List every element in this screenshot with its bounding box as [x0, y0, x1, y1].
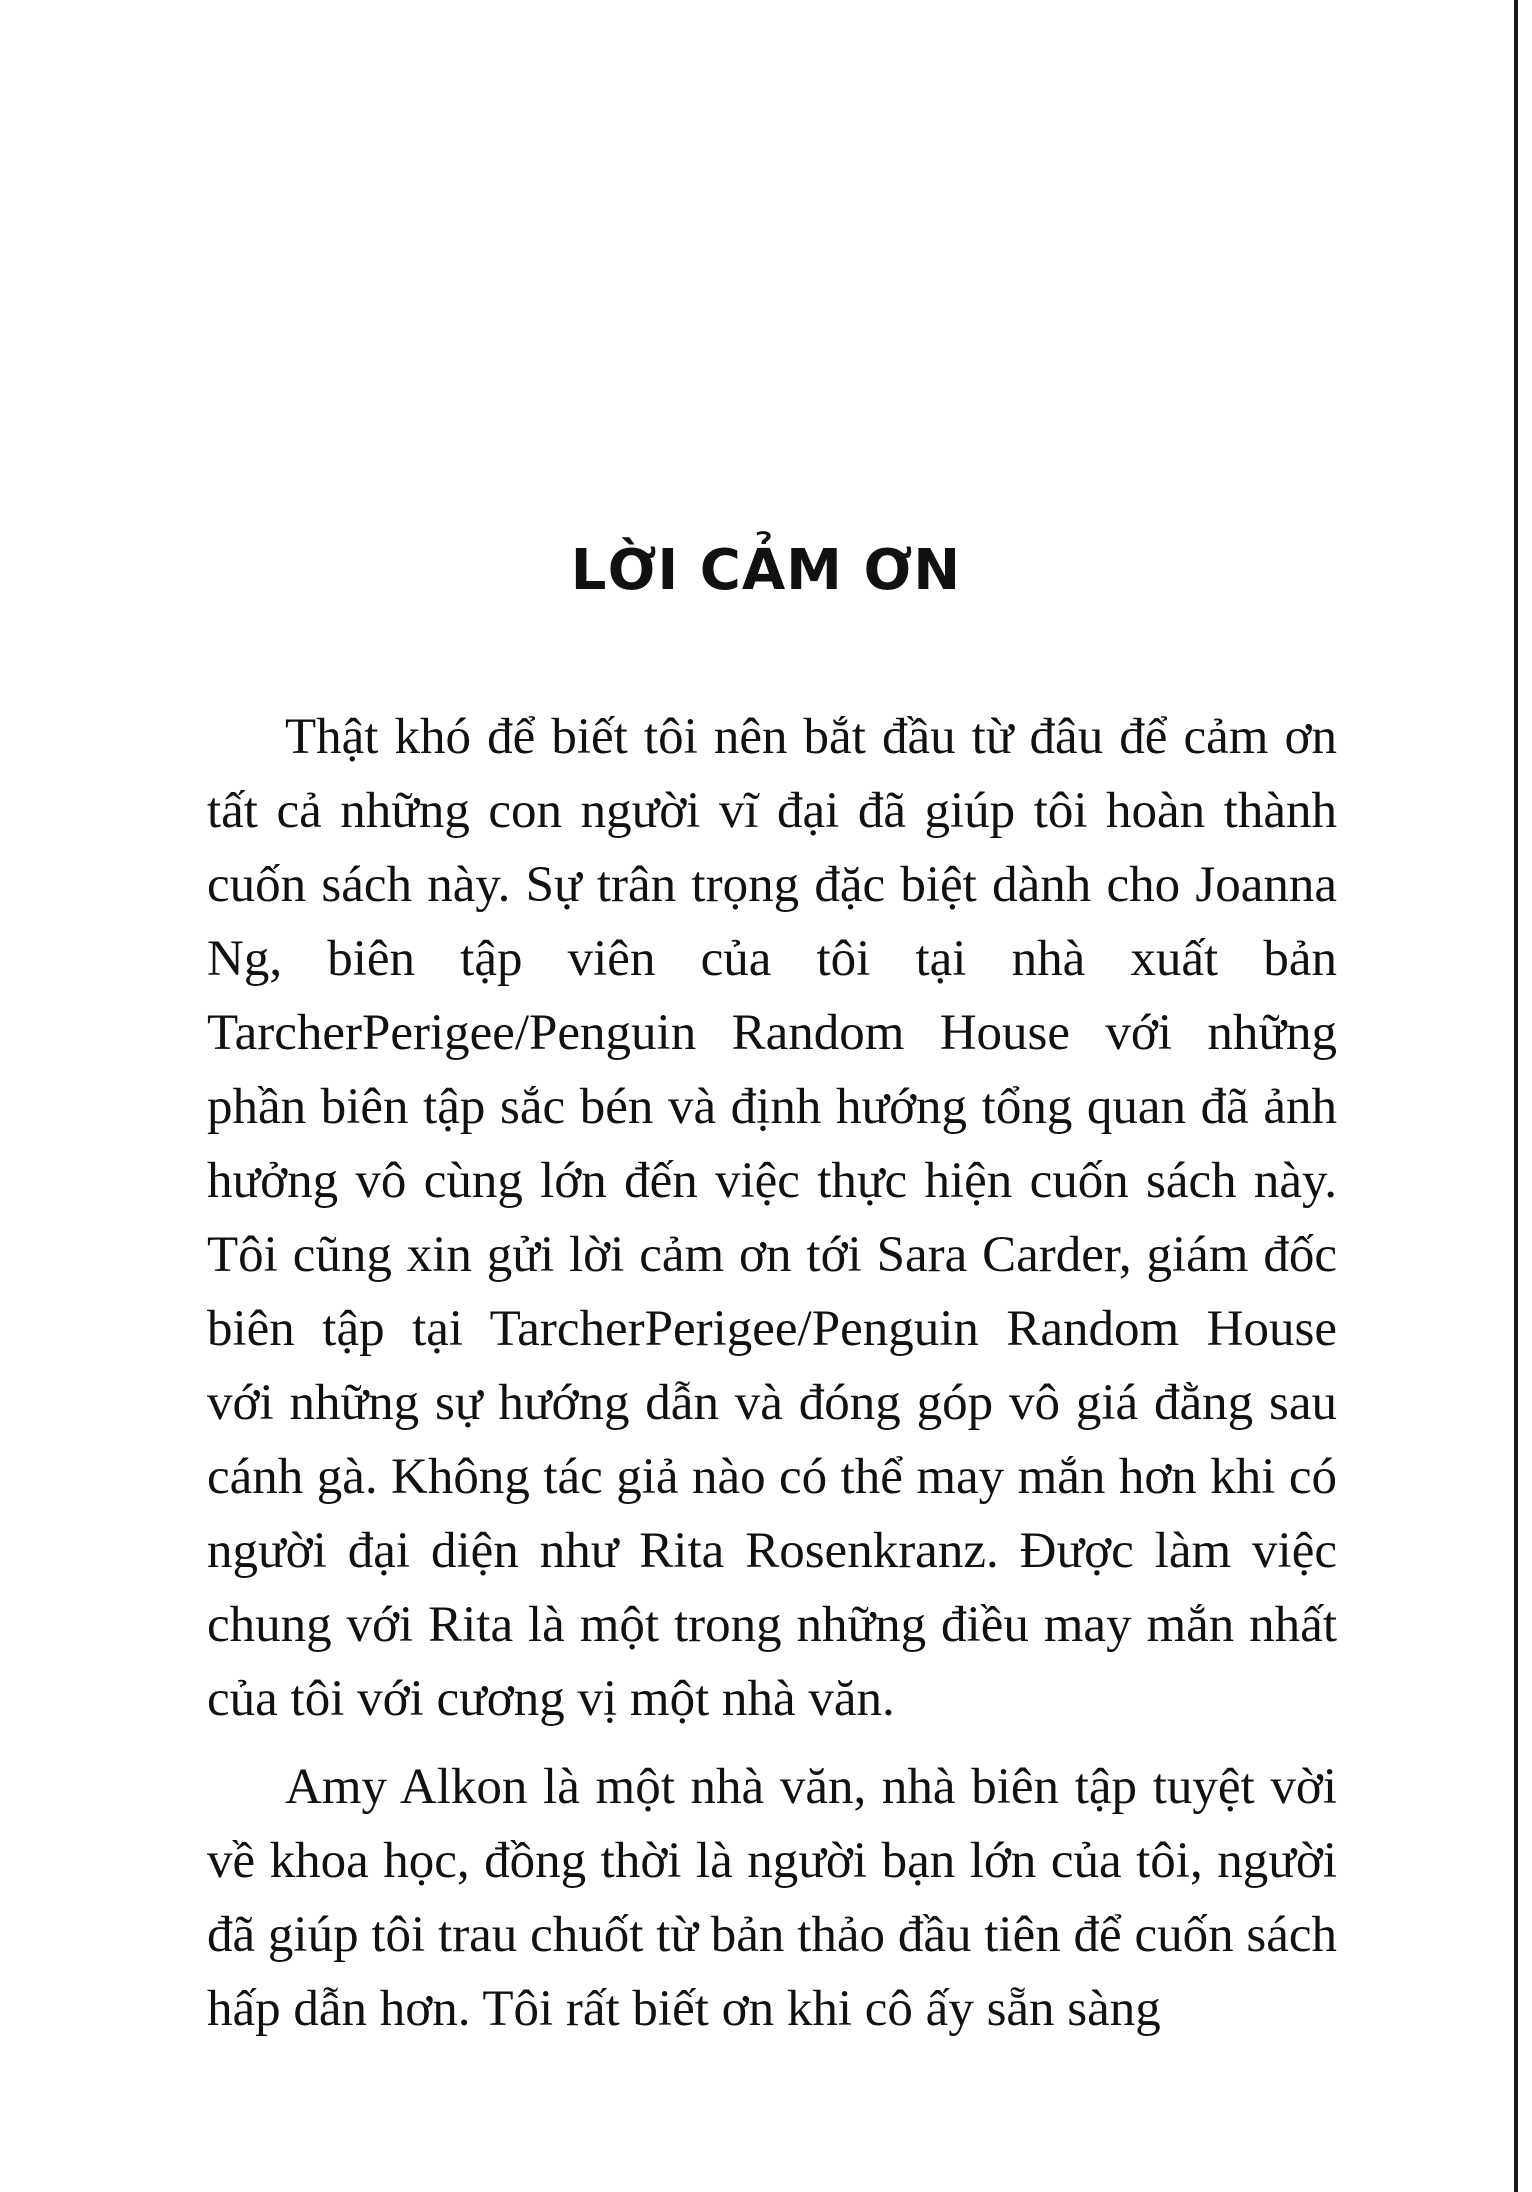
page-edge: [1514, 0, 1518, 2192]
page-title: LỜI CẢM ƠN: [570, 537, 962, 603]
paragraph-1: Thật khó để biết tôi nên bắt đầu từ đâu để cảm ơn tất cả những con người vĩ đại đã giúp tôi hoàn thành cuốn sách này. Sự trân trọng đặc biệt dành cho Joanna Ng, biên tập viên của tôi tại nhà xuất bản TarcherPerigee/Penguin Random House với những phần biên tập sắc bén và định hướng tổng quan đã ảnh hưởng vô cùng lớn đến việc thực hiện cuốn sách này. Tôi cũng xin gửi lời cảm ơn tới Sara Carder, giám đốc biên tập tại TarcherPerigee/Penguin Random House với những sự hướng dẫn và đóng góp vô giá đằng sau cánh gà. Không tác giả nào có thể may mắn hơn khi có người đại diện như Rita Rosenkranz. Được làm việc chung với Rita là một trong những điều may mắn nhất của tôi với cương vị một nhà văn.: [207, 709, 1337, 1727]
body-text: [207, 700, 1337, 2046]
paragraph-2: Amy Alkon là một nhà văn, nhà biên tập tuyệt vời về khoa học, đồng thời là người bạn lớn của tôi, người đã giúp tôi trau chuốt từ bản thảo đầu tiên để cuốn sách hấp dẫn hơn. Tôi rất biết ơn khi cô ấy sẵn sàng: [207, 1759, 1337, 2037]
